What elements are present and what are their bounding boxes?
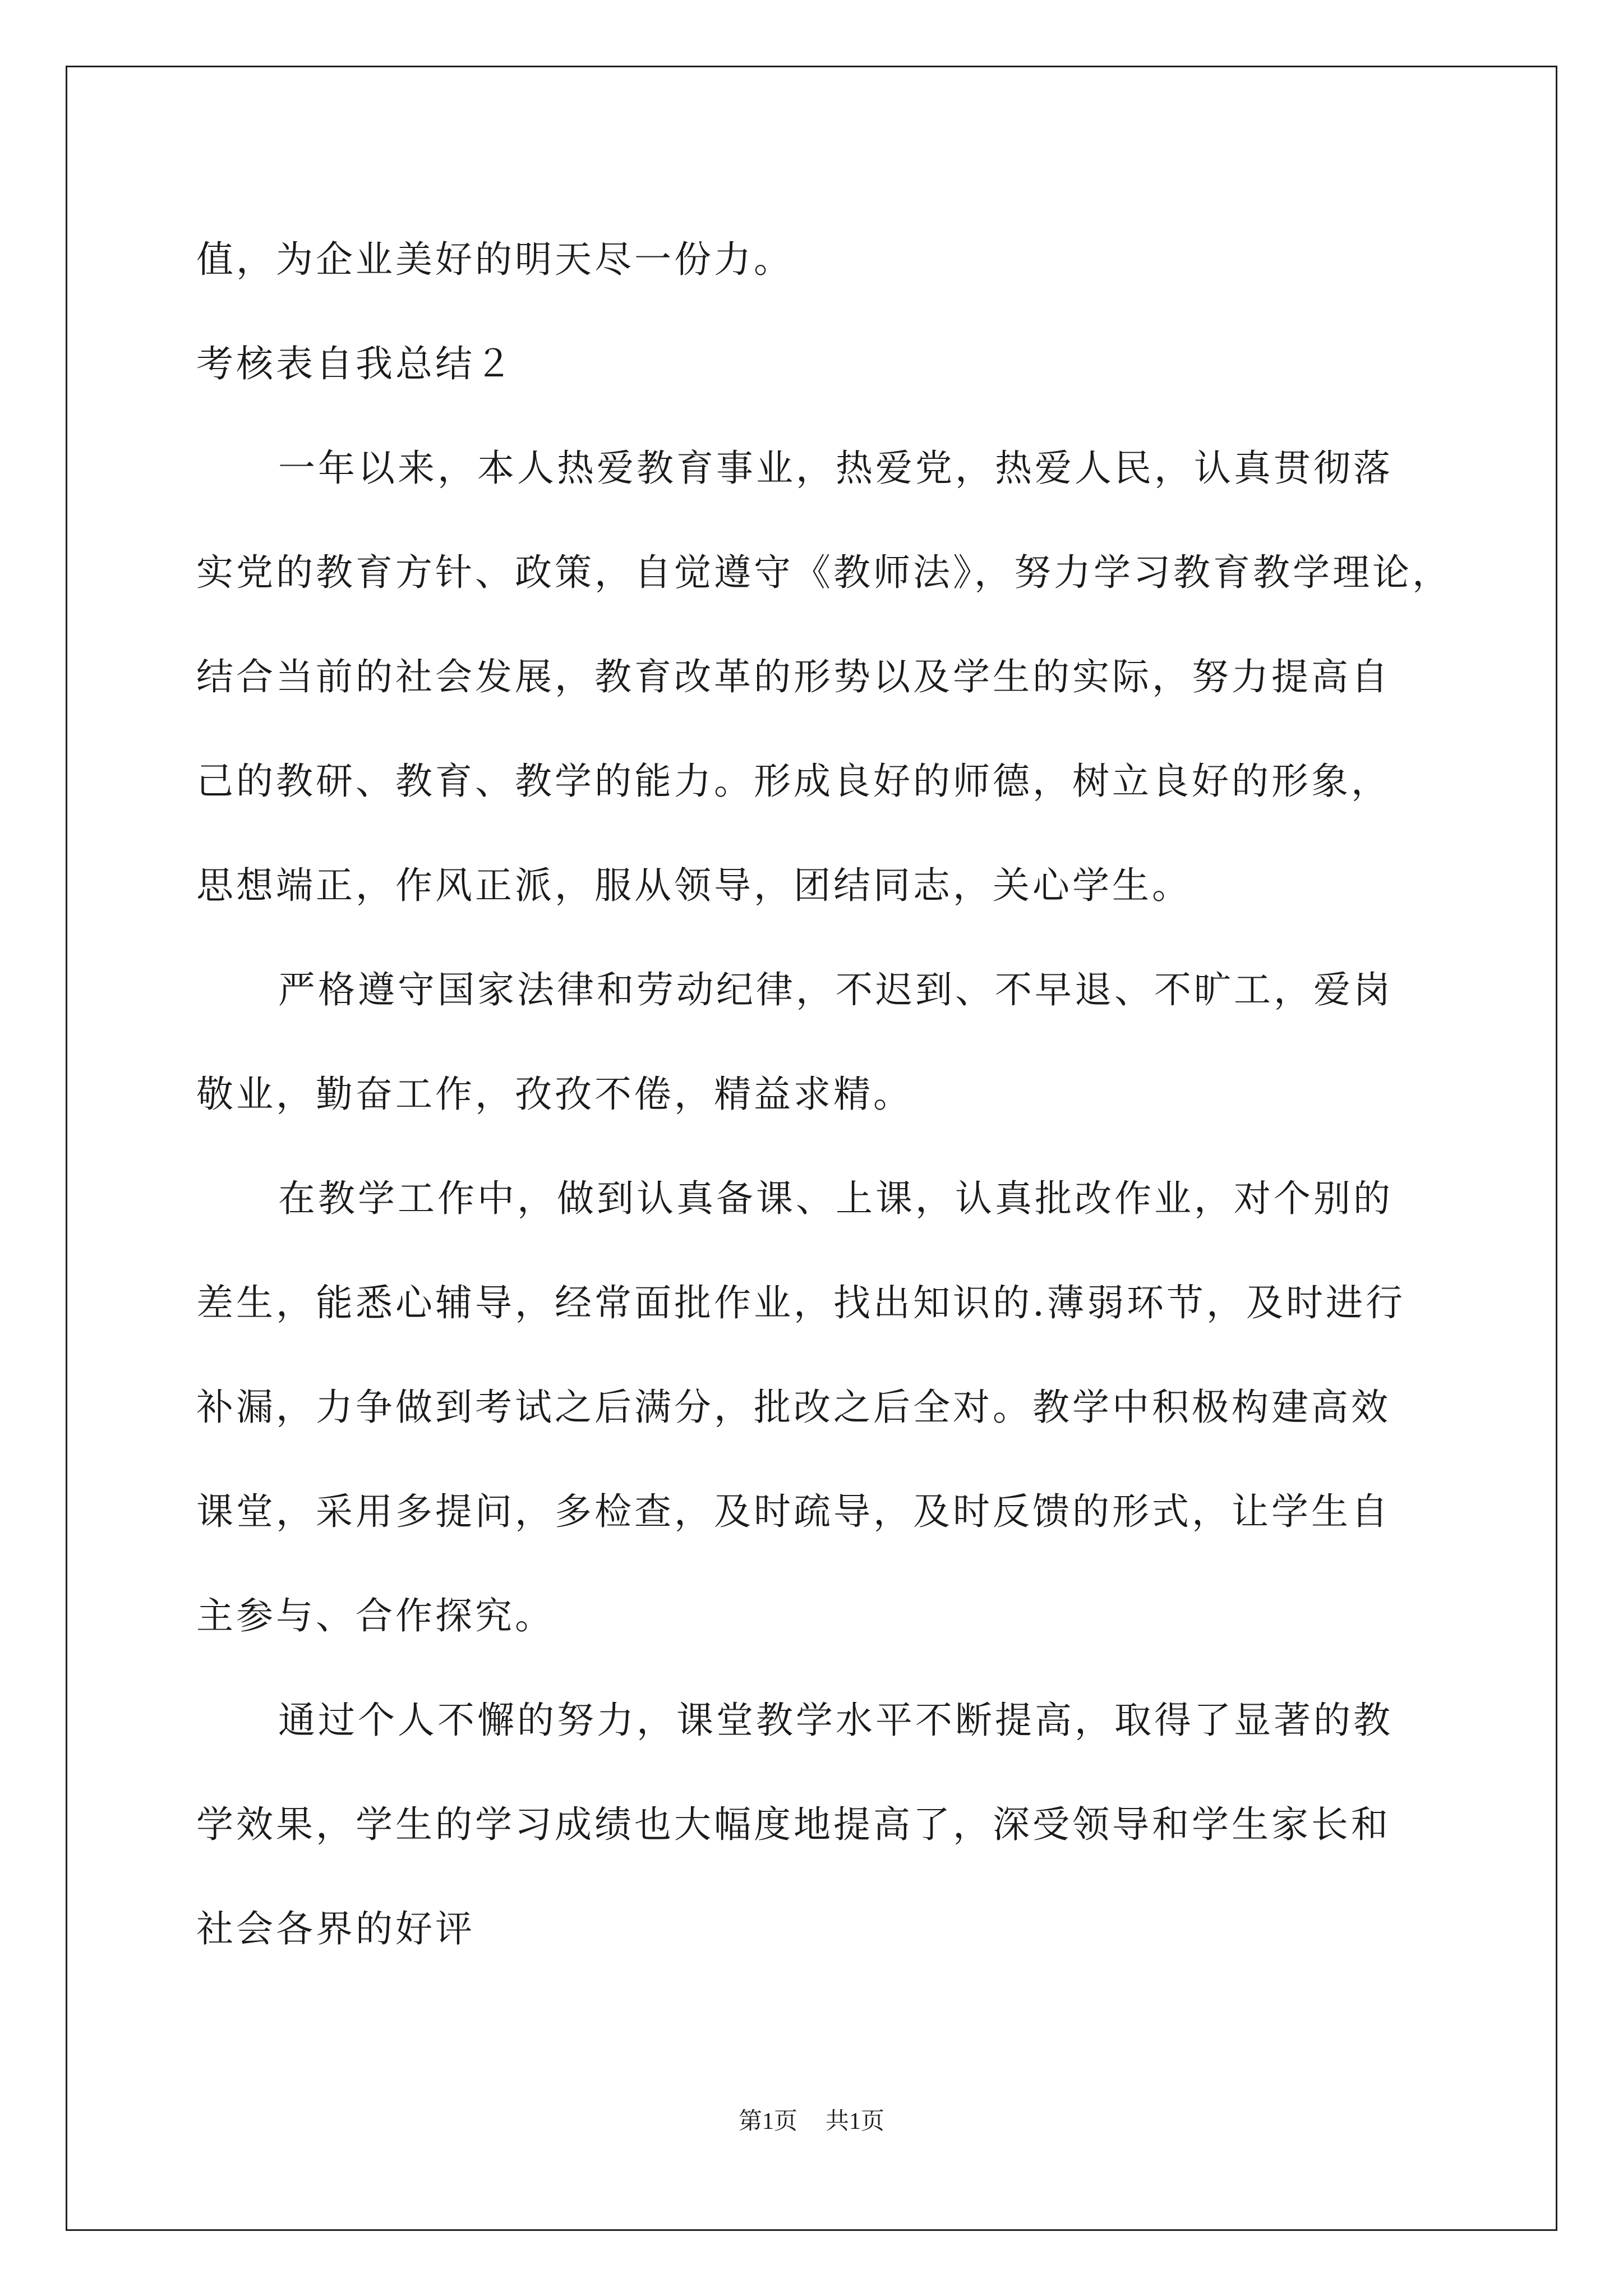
paragraph-line: 值，为企业美好的明天尽一份力。 (196, 238, 794, 281)
paragraph-line: 学效果，学生的学习成绩也大幅度地提高了，深受领导和学生家长和 (196, 1803, 1391, 1846)
paragraph-line: 差生，能悉心辅导，经常面批作业，找出知识的.薄弱环节，及时进行 (196, 1281, 1405, 1324)
paragraph-line: 结合当前的社会发展，教育改革的形势以及学生的实际，努力提高自 (196, 655, 1391, 698)
paragraph-line: 敬业，勤奋工作，孜孜不倦，精益求精。 (196, 1073, 913, 1116)
paragraph-line: 思想端正，作风正派，服从领导，团结同志，关心学生。 (196, 864, 1192, 907)
document-body (196, 208, 1452, 1981)
page-footer (0, 2105, 1623, 2138)
paragraph-line: 实党的教育方针、政策，自觉遵守《教师法》，努力学习教育教学理论， (196, 551, 1452, 594)
paragraph-line: 在教学工作中，做到认真备课、上课，认真批改作业，对个别的 (278, 1177, 1393, 1220)
page-total: 共1页 (826, 2109, 885, 2134)
section-heading: 考核表自我总结２ (196, 342, 515, 385)
paragraph-line: 通过个人不懈的努力，课堂教学水平不断提高，取得了显著的教 (278, 1699, 1393, 1742)
paragraph-line: 严格遵守国家法律和劳动纪律，不迟到、不早退、不旷工，爱岗 (278, 968, 1393, 1011)
paragraph-line: 一年以来，本人热爱教育事业，热爱党，热爱人民，认真贯彻落 (278, 447, 1393, 490)
paragraph-line: 主参与、合作探究。 (196, 1594, 555, 1637)
paragraph-line: 己的教研、教育、教学的能力。形成良好的师德，树立良好的形象， (196, 760, 1391, 803)
paragraph-line: 课堂，采用多提问，多检查，及时疏导，及时反馈的形式，让学生自 (196, 1490, 1391, 1533)
paragraph-line: 补漏，力争做到考试之后满分，批改之后全对。教学中积极构建高效 (196, 1386, 1391, 1429)
paragraph-line: 社会各界的好评 (196, 1907, 475, 1950)
page-number: 第1页 (738, 2109, 797, 2134)
